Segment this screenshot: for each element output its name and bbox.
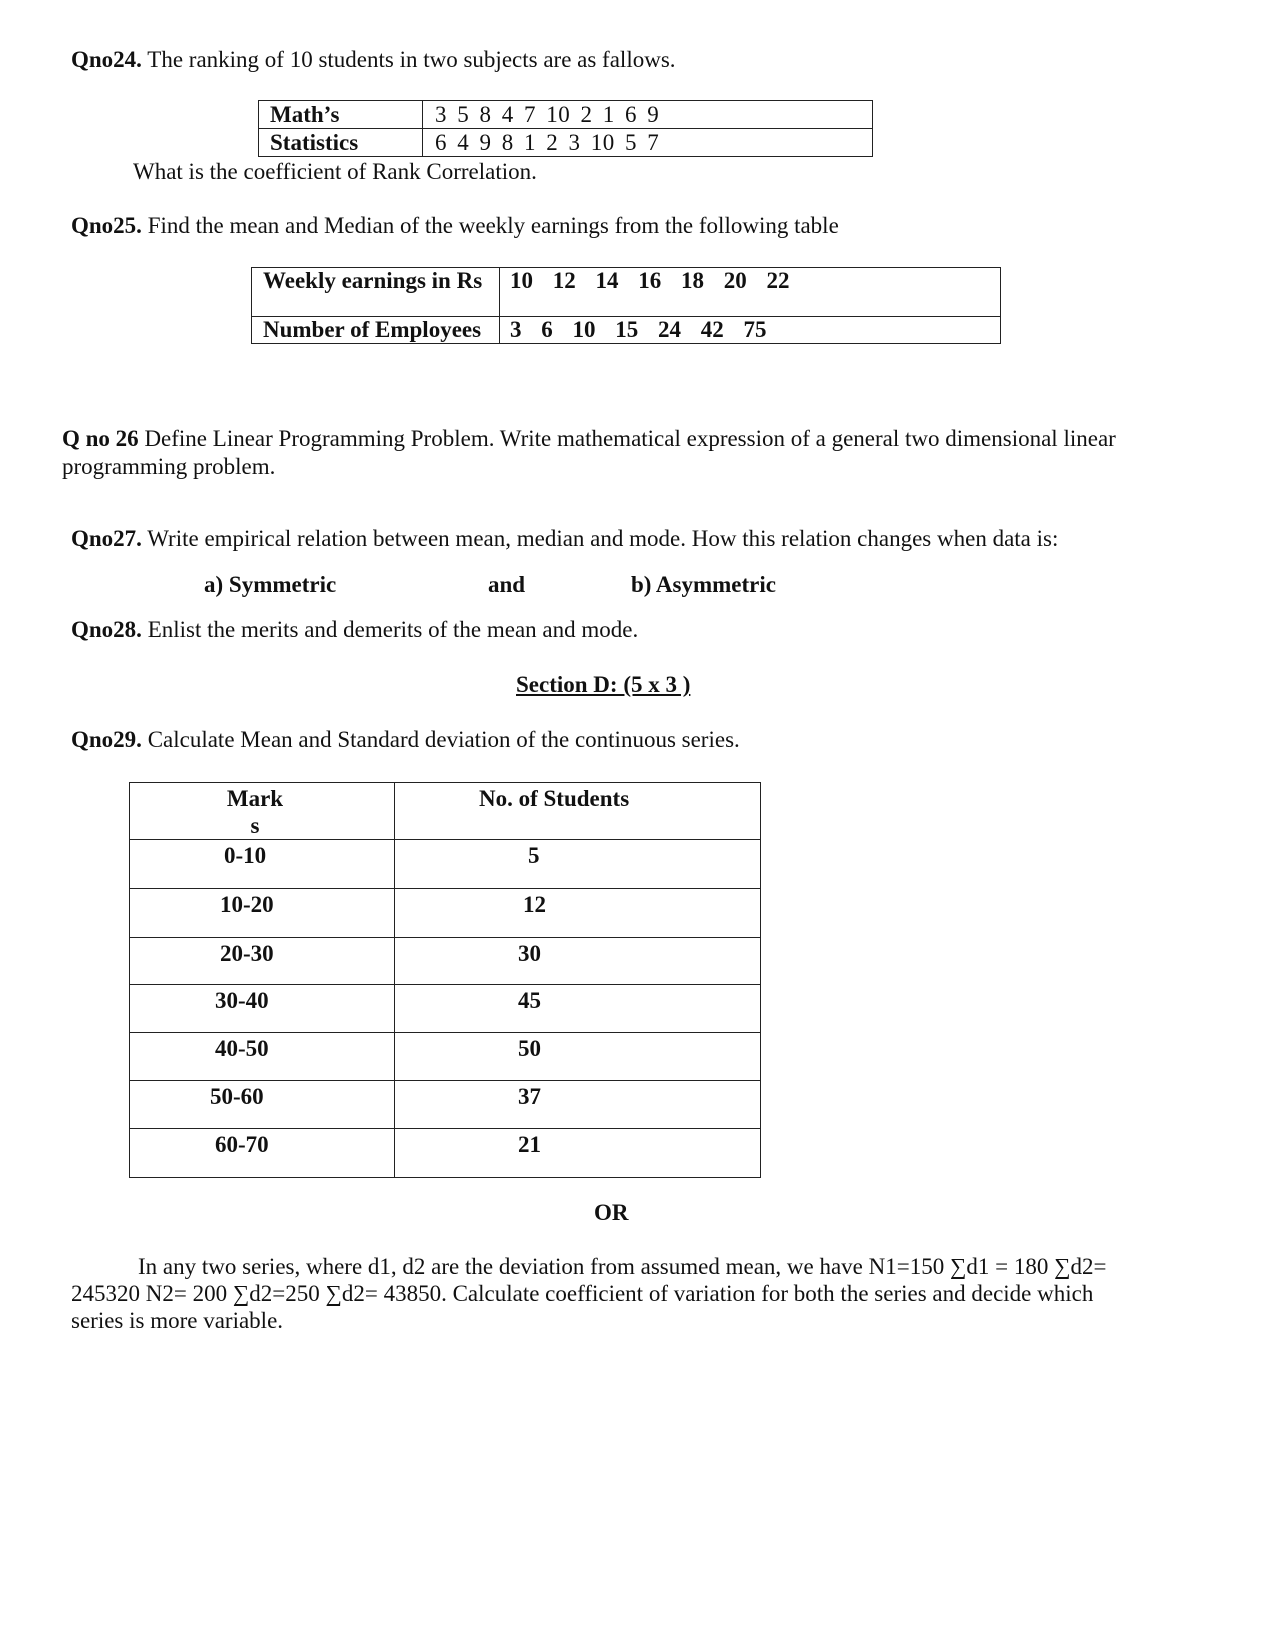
q25-earnings-table bbox=[251, 267, 1001, 344]
q24-prompt bbox=[71, 46, 676, 74]
q25-text: Find the mean and Median of the weekly earnings from the following table bbox=[141, 213, 839, 238]
q24-text: The ranking of 10 students in two subjects are as fallows. bbox=[141, 47, 676, 72]
q24-row-values: 6 4 9 8 1 2 3 10 5 7 bbox=[423, 129, 873, 157]
marks-header bbox=[130, 783, 395, 840]
section-d-title: Section D: (5 x 3 ) bbox=[516, 672, 691, 697]
marks-cell: 30-40 bbox=[130, 985, 395, 1033]
students-cell: 12 bbox=[395, 889, 761, 938]
q29-frequency-table bbox=[129, 782, 761, 1178]
q27-and: and bbox=[488, 572, 526, 597]
table-row bbox=[252, 317, 1001, 344]
q24-question: What is the coefficient of Rank Correlation. bbox=[133, 159, 537, 184]
table-row bbox=[130, 1081, 761, 1129]
marks-cell: 10-20 bbox=[130, 889, 395, 938]
q25-row-values: 10 12 14 16 18 20 22 bbox=[500, 268, 1001, 317]
or-separator: OR bbox=[594, 1200, 629, 1225]
table-header-row bbox=[130, 783, 761, 840]
q24-row-values: 3 5 8 4 7 10 2 1 6 9 bbox=[423, 101, 873, 129]
marks-cell: 0-10 bbox=[130, 840, 395, 889]
table-row bbox=[259, 129, 873, 157]
q25-row-label: Weekly earnings in Rs bbox=[252, 268, 500, 317]
table-row bbox=[130, 1033, 761, 1081]
marks-cell: 50-60 bbox=[130, 1081, 395, 1129]
students-header: No. of Students bbox=[395, 783, 761, 840]
table-row bbox=[130, 938, 761, 985]
q29-number: Qno29. bbox=[71, 727, 142, 752]
q29-text: Calculate Mean and Standard deviation of the continuous series. bbox=[141, 727, 740, 752]
q27-option-a: a) Symmetric bbox=[204, 572, 337, 597]
students-cell: 50 bbox=[395, 1033, 761, 1081]
q28-text: Enlist the merits and demerits of the mean and mode. bbox=[141, 617, 639, 642]
q25-row-values: 3 6 10 15 24 42 75 bbox=[500, 317, 1001, 344]
table-row bbox=[130, 985, 761, 1033]
marks-cell: 60-70 bbox=[130, 1129, 395, 1178]
q27-number: Qno27. bbox=[71, 526, 142, 551]
students-cell: 21 bbox=[395, 1129, 761, 1178]
q28-prompt bbox=[71, 616, 638, 644]
alternate-question: In any two series, where d1, d2 are the deviation from assumed mean, we have N1=150 ∑d1 = 180 ∑d2= 245320 N2= 200 ∑d2=250 ∑d2= 43850. Calculate coefficient of variation for both the series and decide which series is more variable. bbox=[71, 1254, 1107, 1333]
students-cell: 30 bbox=[395, 938, 761, 985]
students-cell: 37 bbox=[395, 1081, 761, 1129]
table-row bbox=[130, 889, 761, 938]
marks-cell: 40-50 bbox=[130, 1033, 395, 1081]
marks-header-text: Mark s bbox=[226, 786, 284, 838]
q27-text: Write empirical relation between mean, median and mode. How this relation changes when data is: bbox=[141, 526, 1059, 551]
q25-row-label: Number of Employees bbox=[252, 317, 500, 344]
q27-prompt bbox=[71, 525, 1058, 553]
q25-prompt bbox=[71, 212, 839, 240]
table-row bbox=[259, 101, 873, 129]
q24-row-label: Math’s bbox=[259, 101, 423, 129]
q26-text: Define Linear Programming Problem. Write mathematical expression of a general two dimensional linear programming problem. bbox=[62, 426, 1116, 479]
table-row bbox=[252, 268, 1001, 317]
students-cell: 45 bbox=[395, 985, 761, 1033]
q26-number: Q no 26 bbox=[62, 426, 139, 451]
q27-option-b: b) Asymmetric bbox=[631, 572, 776, 597]
marks-cell: 20-30 bbox=[130, 938, 395, 985]
q28-number: Qno28. bbox=[71, 617, 142, 642]
q26-prompt bbox=[62, 425, 1122, 480]
students-cell: 5 bbox=[395, 840, 761, 889]
table-row bbox=[130, 840, 761, 889]
q29-prompt bbox=[71, 726, 740, 754]
q24-row-label: Statistics bbox=[259, 129, 423, 157]
q25-number: Qno25. bbox=[71, 213, 142, 238]
table-row bbox=[130, 1129, 761, 1178]
q24-number: Qno24. bbox=[71, 47, 142, 72]
q24-rank-table bbox=[258, 100, 873, 157]
